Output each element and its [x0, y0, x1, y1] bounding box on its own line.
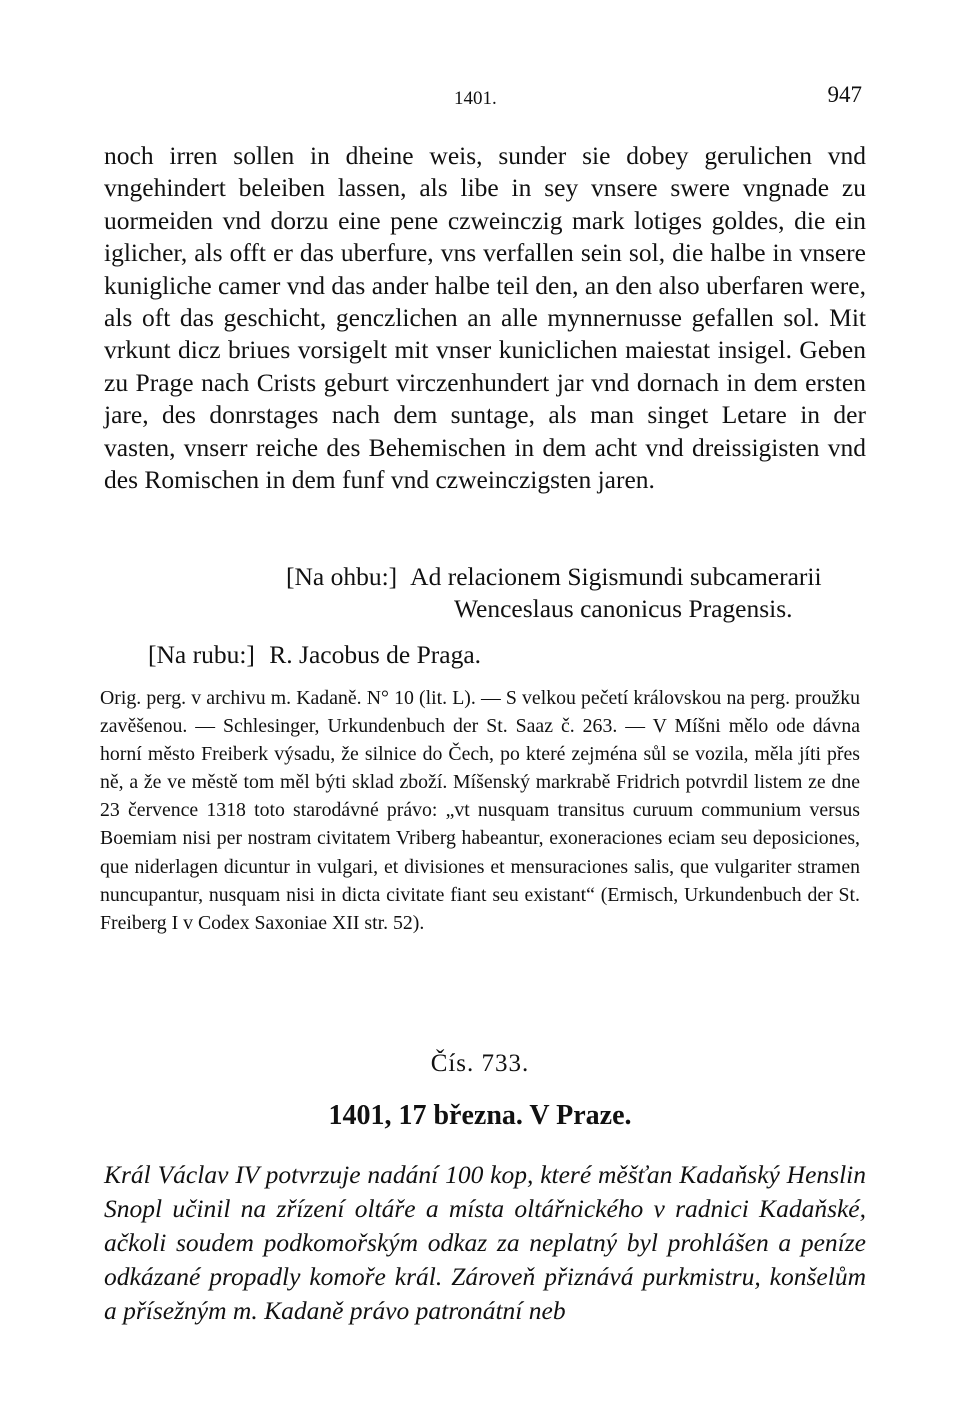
regest-paragraph: Král Václav IV potvrzuje nadání 100 kop, které měšťan Kadaňský Henslin Snopl učinil na zřízení oltáře a místa oltářnického v radnici Kadaňské, ačkoli soudem podkomořským odkaz za neplatný byl prohlášen a peníze odkázané propadly komoře král. Zároveň přiznává purkmistru, konšelům a přísežným m. Kadaně právo patronátní neb [104, 1160, 866, 1325]
charter-text [104, 140, 866, 496]
signature-rubu [148, 640, 481, 670]
document-number: Čís. 733. [430, 1050, 530, 1077]
running-head [0, 82, 960, 112]
signature-ohbu-line2: Wenceslaus canonicus Pragensis. [454, 594, 793, 623]
signature-rubu-label: [Na rubu:] [148, 640, 255, 669]
editorial-notes [100, 684, 860, 937]
signature-ohbu-line1 [286, 562, 822, 592]
page-number: 947 [827, 82, 862, 107]
signature-ohbu-label: [Na ohbu:] [286, 562, 398, 591]
signature-ohbu-text: Ad relacionem Sigismundi subcamerarii [410, 562, 822, 591]
signature-rubu-text: R. Jacobus de Praga. [269, 640, 482, 669]
notes-paragraph: Orig. perg. v archivu m. Kadaně. N° 10 (lit. L). — S velkou pečetí královskou na perg. proužku zavěšenou. — Schlesinger, Urkundenbuch der St. Saaz č. 263. — V Míšni mělo ode dávna horní město Freiberk výsadu, že silnice do Čech, po které zejména sůl se vozila, měla jíti přes ně, a že ve městě tom měl býti sklad zboží. Míšenský markrabě Fridrich potvrdil listem ze dne 23 července 1318 toto starodávné právo: „vt nusquam transitus curuum communium versus Boemiam nisi per nostram civitatem Vriberg habeantur, exoneraciones eciam seu deposiciones, que niderlagen dicuntur in vulgari, et divisiones et mensuraciones salis, que vulgariter stramen nuncupantur, nusquam nisi in dicta civitate fiant seu existant“ (Ermisch, Urkundenbuch der St. Freiberg I v Codex Saxoniae XII str. 52). [100, 687, 860, 934]
charter-paragraph: noch irren sollen in dheine weis, sunder sie dobey gerulichen vnd vngehindert beleiben lassen, als libe in sey vnsere swere vngnade zu uormeiden vnd dorzu eine pene czweinczig mark lotiges goldes, die ein iglicher, als offt er das uberfure, vns verfallen sein sol, die halbe in vnsere kunigliche camer vnd das ander halbe teil den, an den also uberfaren were, als oft das geschicht, genczlichen an alle mynnernusse gefallen sol. Mit vrkunt dicz briues vorsigelt mit vnser kuniclichen maiestat insigel. Geben zu Prage nach Crists geburt virczenhundert jar vnd dornach in dem ersten jare, des donrstages nach dem suntage, als man singet Letare in der vasten, vnserr reiche des Behemischen in dem acht vnd dreissigisten vnd des Romischen in dem funf vnd czweinczigsten jaren. [104, 141, 866, 495]
document-date: 1401, 17 března. V Praze. [328, 1100, 632, 1131]
document-regest [104, 1158, 866, 1328]
header-year: 1401. [454, 88, 497, 109]
